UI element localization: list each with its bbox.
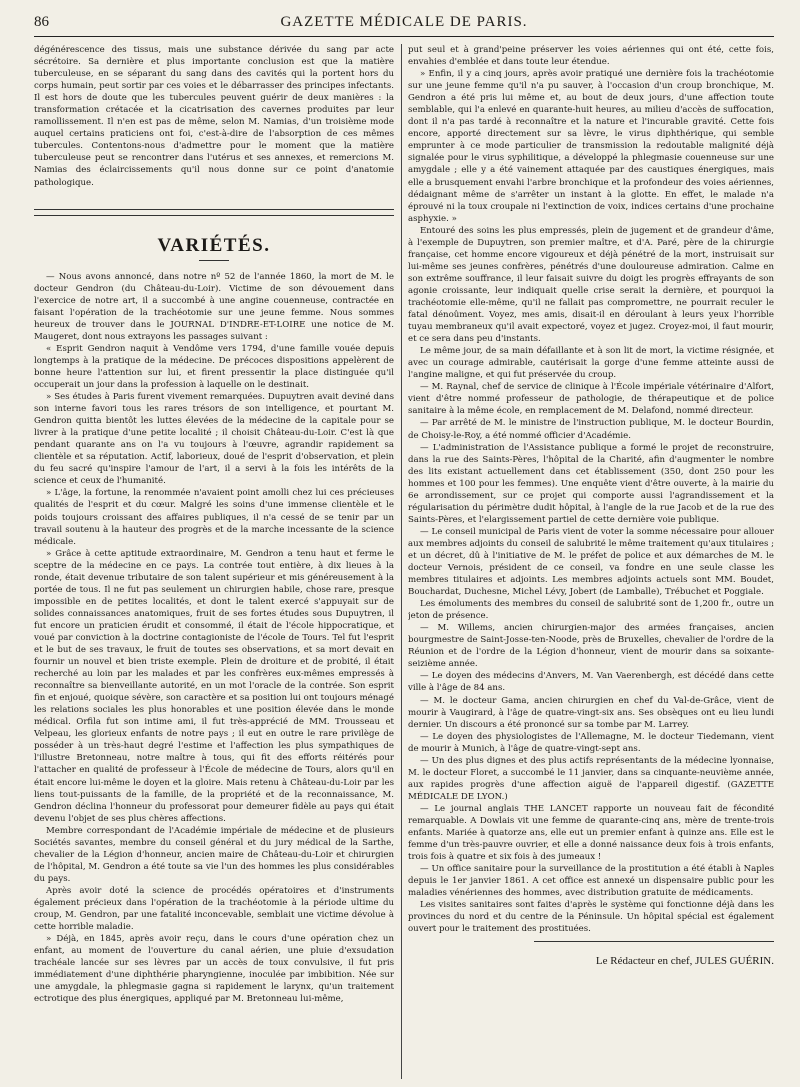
article-paragraph: » L'âge, la fortune, la renommée n'avaient point amolli chez lui ces précieuses qualités de l'esprit et du cœur. Malgré les soins d'une immense clientèle et le poids toujours croissant des affaires publiques, il n'a cessé de se tenir par un travail soutenu à la hauteur des progrès et de la marche incessante de la science médicale. xyxy=(34,488,394,547)
page-header xyxy=(34,14,774,37)
news-item: — M. Willems, ancien chirurgien-major des armées françaises, ancien bourgmestre de Saint-Josse-ten-Noode, près de Bruxelles, chevalier de l'ordre de la Réunion et de l'ordre de la Légion d'honneur, vient de mourir dans sa soixante-seizième année. xyxy=(408,623,774,670)
news-item: — M. le docteur Gama, ancien chirurgien en chef du Val-de-Grâce, vient de mourir à Vaugirard, à l'âge de quatre-vingt-six ans. Ses obsèques ont eu lieu lundi dernier. Un discours a été prononcé sur sa tombe par M. Larrey. xyxy=(408,695,774,730)
news-item: — Un des plus dignes et des plus actifs représentants de la médecine lyonnaise, M. le docteur Floret, a succombé le 11 janvier, dans sa cinquante-neuvième année, aux rapides progrès d'une affection aiguë de l'appareil digestif. (GAZETTE MÉDICALE DE LYON.) xyxy=(408,755,774,802)
article-paragraph: Le même jour, de sa main défaillante et à son lit de mort, la victime résignée, et avec un courage admirable, cautérisait la gorge d'une femme atteinte aussi de l'angine maligne, et qui fut préservée du croup. xyxy=(408,346,774,381)
news-item: — Un office sanitaire pour la surveillance de la prostitution a été établi à Naples depuis le 1er janvier 1861. A cet office est annexé un dispensaire public pour les maladies vénériennes des hommes, avec distribution gratuite de médicaments. xyxy=(408,864,774,899)
news-item: Les émoluments des membres du conseil de salubrité sont de 1,200 fr., outre un jeton de présence. xyxy=(408,599,774,622)
article-paragraph: Entouré des soins les plus empressés, plein de jugement et de grandeur d'âme, à l'exemple de Dupuytren, son premier maître, et d'A. Paré, père de la chirurgie française, cet homme encore vigoureux et déjà pénétré de la mort, instruisait sur lui-même ses jeunes confrères, pénétrés d'une douloureuse admiration. Calme en son extrême souffrance, il leur faisait suivre du doigt les progrès effrayants de son agonie croissante, leur indiquait quelle crise serait la dernière, et pourquoi la trachéotomie elle-même, qu'il ne fallait pas compromettre, ne pourrait reculer le fatal dénoûment. Voyez, mes amis, disait-il en déroulant à leurs yeux l'horrible tuyau membraneux qu'il avait expectoré, voyez et jugez. Croyez-moi, il faut mourir, et ce sera dans peu d'instants. xyxy=(408,225,774,345)
news-item: — L'administration de l'Assistance publique a formé le projet de reconstruire, dans la rue des Saints-Pères, l'hôpital de la Charité, afin d'augmenter le nombre des lits existant actuellement dans cet établissement (350, dont 250 pour les hommes et 100 pour les femmes). Une enquête vient d'être ouverte, à la mairie du 6e arrondissement, sur ce projet qui comporte aussi l'agrandissement et la régularisation du périmètre dudit hôpital, à l'angle de la rue Jacob et de la rue des Saints-Pères, et l'elargissement partiel de cette dernière voie publique. xyxy=(408,442,774,525)
left-column xyxy=(34,44,394,1079)
continued-paragraph: dégénérescence des tissus, mais une substance dérivée du sang par acte sécrétoire. Sa dernière et plus importante conclusion est que la matière tuberculeuse, en se séparant du sang dans des cavités qui la portent hors du corps humain, peut sortir par ces voies et le débarrasser des principes infectants. Il est hors de doute que les tubercules peuvent guérir de deux manières : la transformation crétacée et la cicatrisation des cavernes produites par leur ramollissement. Il n'en est pas de même, selon M. Namias, d'un troisième mode auquel certains praticiens ont foi, c'est-à-dire de l'absorption de ces mêmes tubercules. Contentons-nous d'admettre pour le moment que la matière tuberculeuse peut se rencontrer dans l'utérus et ses annexes, et remercions M. Namias des éclaircissements qu'il nous donne sur ce point d'anatomie pathologique. xyxy=(34,45,394,188)
news-item: — Par arrêté de M. le ministre de l'instruction publique, M. le docteur Bourdin, de Choisy-le-Roy, a été nommé officier d'Académie. xyxy=(408,418,774,441)
editor-signature: Le Rédacteur en chef, JULES GUÉRIN. xyxy=(595,955,774,968)
article-paragraph: Après avoir doté la science de procédés opératoires et d'instruments également précieux dans l'opération de la trachéotomie à la période ultime du croup, M. Gendron, par une fatalité inconcevable, semblait une victime dévolue à cette horrible maladie. xyxy=(34,885,394,933)
section-divider xyxy=(34,195,394,210)
article-paragraph: » Enfin, il y a cinq jours, après avoir pratiqué une dernière fois la trachéotomie sur une jeune femme qu'il n'a pu sauver, à l'occasion d'un croup bronchique, M. Gendron a été pris lui même et, au bout de deux jours, d'une affection toute semblable, qui l'a enlevé en quarante-huit heures, au milieu d'accès de suffocation, dont il n'a pas tardé à reconnaître et la nature et l'incurable gravité. Cette fois encore, apporté directement sur sa lèvre, le virus diphthérique, qui semble emprunter à ce mode particulier de transmission la redoutable malignité déjà signalée pour le virus syphilitique, a développé la phlegmasie couenneuse sur une amygdale ; elle y a été vainement attaquée par des caustiques énergiques, mais elle a brusquement envahi l'arbre bronchique et la profondeur des voies aériennes, dédaignant même de s'arrêter un instant à la glotte. En effet, le malade n'a éprouvé ni la toux croupale ni l'extinction de voix, indices certains d'une prochaine asphyxie. » xyxy=(408,69,774,224)
news-item: — Le conseil municipal de Paris vient de voter la somme nécessaire pour allouer aux membres adjoints du conseil de salubrité le même traitement qu'aux titulaires ; et un décret, dû à l'initiative de M. le préfet de police et aux démarches de M. le docteur Vernois, président de ce conseil, va fondre en une seule classe les membres titulaires et adjoints. Les membres adjoints actuels sont MM. Boudet, Bouchardat, Duchesne, Michel Lévy, Jobert (de Lamballe), Trébuchet et Poggiale. xyxy=(408,526,774,598)
news-item: — Le journal anglais THE LANCET rapporte un nouveau fait de fécondité remarquable. A Dowlais vit une femme de quarante-cinq ans, mère de trente-trois enfants. Mariée à quatorze ans, elle eut un premier enfant à quinze ans. Elle est le femme d'un très-pauvre ouvrier, et elle a donné naissance deux fois à trois enfants, trois fois à quatre et six fois à des jumeaux ! xyxy=(408,803,774,863)
news-item: Les visites sanitaires sont faites d'après le système qui fonctionne déjà dans les provinces du nord et du centre de la Péninsule. Un hôpital spécial est également ouvert pour le traitement des prostituées. xyxy=(408,900,774,935)
column-rule xyxy=(401,44,402,1079)
news-item: — Le doyen des physiologistes de l'Allemagne, M. le docteur Tiedemann, vient de mourir à Munich, à l'âge de quatre-vingt-sept ans. xyxy=(408,731,774,754)
section-divider-double xyxy=(34,212,394,216)
title-rule xyxy=(199,260,229,261)
running-title: GAZETTE MÉDICALE DE PARIS. xyxy=(280,14,528,30)
section-title: VARIÉTÉS. xyxy=(157,234,271,256)
article-paragraph: put seul et à grand'peine préserver les voies aériennes qui ont été, cette fois, envahies d'emblée et dans toute leur étendue. xyxy=(408,45,774,68)
article-paragraph: » Grâce à cette aptitude extraordinaire, M. Gendron a tenu haut et ferme le sceptre de la médecine en ce pays. La contrée tout entière, à dix lieues à la ronde, était devenue tributaire de son talent supérieur et mis généreusement à la portée de tous. Il ne fut pas seulement un chirurgien habile, chose rare, presque impossible en de petites localités, et dont le talent exercé s'appuyait sur de solides connaissances anatomiques, fruit de ses fortes études sous Dupuytren, il fut encore un praticien érudit et consommé, il était de l'école hippocratique, et voué par conviction à la doctrine contagioniste de l'école de Tours. Tel fut l'esprit et le but de ses travaux, le fruit de toutes ses observations, et sa mort devait en fournir un nouvel et bien triste exemple. Plein de droiture et de probité, il était recherché au loin par les malades et par les confrères eux-mêmes empressés à reconnaître sa bienveillante autorité, en un mot l'oracle de la contrée. Son esprit fin et enjoué, quoique sévère, son caractère et sa position lui ont toujours ménagé les relations sociales les plus honorables et une position élevée dans le monde médical. Orfila fut son intime ami, il fut très-apprécié de MM. Trousseau et Velpeau, les glorieux enfants de notre pays ; il eut en outre le rare privilège de posséder à un très-haut degré l'estime et l'affection les plus sympathiques de l'illustre Bretonneau, notre maître à tous, qui fit des efforts réitérés pour l'attacher en qualité de professeur à l'École de médecine de Tours, alors qu'il en était encore lui-même le doyen et la gloire. Mais retenu à Château-du-Loir par les liens tout-puissants de la famille, de la propriété et de la reconnaissance, M. Gendron déclina l'honneur du professorat pour demeurer fidèle au pays qui était devenu l'objet de ses plus chères affections. xyxy=(34,548,394,824)
right-column xyxy=(408,44,774,1079)
page-number: 86 xyxy=(34,14,49,30)
news-item: — Le doyen des médecins d'Anvers, M. Van Vaerenbergh, est décédé dans cette ville à l'âge de 84 ans. xyxy=(408,671,774,694)
article-paragraph: « Esprit Gendron naquit à Vendôme vers 1794, d'une famille vouée depuis longtemps à la pratique de la médecine. De précoces dispositions appelèrent de bonne heure l'attention sur lui, et firent pressentir la place distinguée qu'il occuperait un jour dans la profession à laquelle on le destinait. xyxy=(34,343,394,390)
news-item: — M. Raynal, chef de service de clinique à l'École impériale vétérinaire d'Alfort, vient d'être nommé professeur de pathologie, de thérapeutique et de police sanitaire à la même école, en remplacement de M. Delafond, nommé directeur. xyxy=(408,382,774,417)
article-paragraph: — Nous avons annoncé, dans notre nº 52 de l'année 1860, la mort de M. le docteur Gendron (du Château-du-Loir). Victime de son dévouement dans l'exercice de notre art, il a succombé à une angine couenneuse, contractée en faisant l'opération de la trachéotomie sur une jeune femme. Nous sommes heureux de trouver dans le JOURNAL D'INDRE-ET-LOIRE une notice de M. Maugeret, dont nous extrayons les passages suivant : xyxy=(34,271,394,342)
signature-rule xyxy=(534,941,774,942)
article-paragraph: » Déjà, en 1845, après avoir reçu, dans le cours d'une opération chez un enfant, au moment de l'ouverture du canal aérien, une pluie d'exsudation trachéale lancée sur ses lèvres par un accès de toux convulsive, il fut pris immédiatement d'une diphthérie pharyngienne, inoculée par imbibition. Née sur une amygdale, la phlegmasie gagna si rapidement le larynx, qu'un traitement ectrotique des plus énergiques, appliqué par M. Bretonneau lui-même, xyxy=(34,934,394,1005)
article-paragraph: » Ses études à Paris furent vivement remarquées. Dupuytren avait deviné dans son interne favori tous les rares trésors de son intelligence, et pourtant M. Gendron quitta bientôt les luttes élevées de la médecine de la capitale pour se livrer à la pratique d'une petite localité ; il choisit Château-du-Loir. C'est là que pendant quarante ans on l'a vu toujours à l'œuvre, agrandir rapidement sa clientèle et sa réputation. Actif, laborieux, doué de l'esprit d'observation, et plein du feu sacré qu'inspire l'amour de l'art, il a servi à la fois les intérêts de la science et ceux de l'humanité. xyxy=(34,392,394,487)
article-paragraph: Membre correspondant de l'Académie impériale de médecine et de plusieurs Sociétés savantes, membre du conseil général et du jury médical de la Sarthe, chevalier de la Légion d'honneur, ancien maire de Château-du-Loir et chirurgien de l'hôpital, M. Gendron a été toute sa vie l'un des hommes les plus considérables du pays. xyxy=(34,825,394,884)
